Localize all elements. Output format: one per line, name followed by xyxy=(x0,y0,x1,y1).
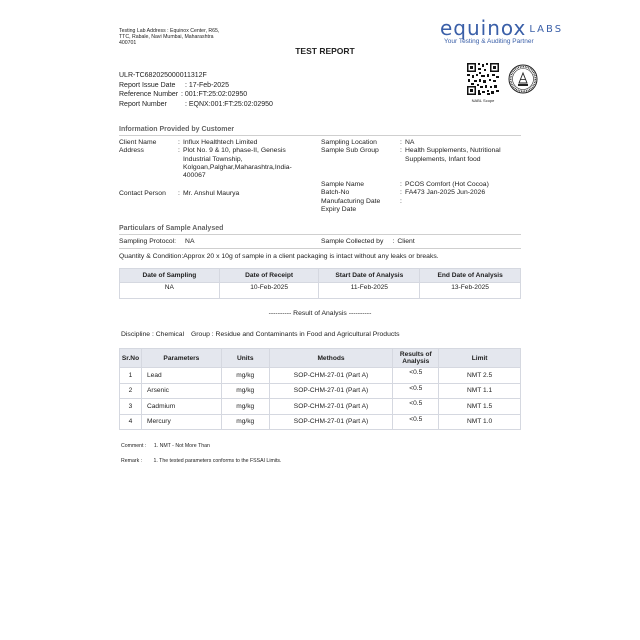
nabl-caption: NABL Scope xyxy=(471,98,495,103)
sr-no-cell: 4 xyxy=(120,414,142,430)
report-number-value: : EQNX:001:FT:25:02:02950 xyxy=(185,100,273,108)
results-table xyxy=(119,348,521,430)
client-info-left xyxy=(119,139,319,180)
parameter-cell: Cadmium xyxy=(141,399,221,415)
colon: : xyxy=(400,147,402,155)
units-header: Units xyxy=(221,349,269,368)
colon: : xyxy=(400,139,402,146)
logo-tagline: Your Testing & Auditing Partner xyxy=(444,38,534,45)
dates-table xyxy=(119,268,521,299)
client-name-label: Client Name xyxy=(119,139,157,146)
date-of-receipt-value: 10-Feb-2025 xyxy=(219,283,319,299)
manufacturing-date-value xyxy=(405,198,517,206)
limit-header: Limit xyxy=(439,349,521,368)
date-of-sampling-header: Date of Sampling xyxy=(120,269,220,283)
logo-main-text: equinox xyxy=(440,16,527,40)
results-header xyxy=(393,349,439,368)
sampling-protocol-value: NA xyxy=(185,238,195,245)
company-logo xyxy=(440,16,564,45)
unit-cell: mg/kg xyxy=(221,368,269,384)
dates-value-row xyxy=(120,283,521,299)
colon: : xyxy=(178,147,180,155)
sampling-location-row xyxy=(321,139,521,147)
quantity-condition: Quantity & Condition:Approx 20 x 10g of sample in a client packaging is intact without any leaks or breaks. xyxy=(119,253,439,260)
results-header-line: Results of xyxy=(399,350,432,358)
date-of-receipt-header: Date of Receipt xyxy=(219,269,319,283)
sampling-protocol-label: Sampling Protocol: xyxy=(119,238,177,245)
group-text: Group : Residue and Contaminants in Food and Agricultural Products xyxy=(190,331,400,338)
report-issue-date-value: : 17-Feb-2025 xyxy=(185,81,229,89)
qr-code-icon xyxy=(466,62,500,96)
sample-collected-row xyxy=(321,238,415,246)
sampling-protocol-row xyxy=(119,238,195,246)
batch-row xyxy=(321,189,521,197)
sample-name-label: Sample Name xyxy=(321,181,365,188)
comment-label: Comment : xyxy=(121,443,147,449)
unit-cell: mg/kg xyxy=(221,414,269,430)
reference-number-row xyxy=(119,90,273,100)
end-date-header: End Date of Analysis xyxy=(420,269,521,283)
logo-suffix-text: LABS xyxy=(529,24,564,35)
results-header-line: Analysis xyxy=(402,358,430,365)
contact-person-label: Contact Person xyxy=(119,190,166,197)
manufacturing-date-row xyxy=(321,198,521,206)
table-row xyxy=(120,414,521,430)
limit-cell: NMT 1.5 xyxy=(439,399,521,415)
lab-address-line: 400701 xyxy=(119,40,137,47)
colon: : xyxy=(178,139,180,146)
table-row xyxy=(120,383,521,399)
end-date-value: 13-Feb-2025 xyxy=(420,283,521,299)
address-value: Plot No. 9 & 10, phase-II, Genesis Industrial Township, Kolgoan,Palghar,Maharashtra,India-400067 xyxy=(183,147,292,180)
sample-collected-label: Sample Collected by xyxy=(321,238,384,245)
limit-cell: NMT 1.1 xyxy=(439,383,521,399)
lab-address-line: TTC, Rabale, Navi Mumbai, Maharashtra xyxy=(119,34,214,41)
report-title: TEST REPORT xyxy=(295,46,355,56)
sr-no-header: Sr.No xyxy=(120,349,142,368)
unit-cell: mg/kg xyxy=(221,399,269,415)
report-number-label: Report Number xyxy=(119,100,167,108)
accreditation-seal-icon xyxy=(508,64,538,94)
unit-cell: mg/kg xyxy=(221,383,269,399)
remark-row xyxy=(121,458,281,464)
address-row xyxy=(119,147,319,180)
sr-no-cell: 2 xyxy=(120,383,142,399)
colon xyxy=(397,206,405,214)
sample-sub-group-label: Sample Sub Group xyxy=(321,147,379,155)
parameter-cell: Mercury xyxy=(141,414,221,430)
divider xyxy=(119,234,521,235)
reference-number-label: Reference Number xyxy=(119,91,179,98)
contact-person-row xyxy=(119,190,319,198)
table-row xyxy=(120,399,521,415)
lab-address-line: Testing Lab Address : Equinox Center, R65, xyxy=(119,28,220,34)
dates-header-row xyxy=(120,269,521,283)
method-cell: SOP-CHM-27-01 (Part A) xyxy=(269,399,393,415)
method-cell: SOP-CHM-27-01 (Part A) xyxy=(269,414,393,430)
method-cell: SOP-CHM-27-01 (Part A) xyxy=(269,383,393,399)
colon: : xyxy=(392,238,395,245)
result-cell: <0.5 xyxy=(393,414,439,430)
parameters-header: Parameters xyxy=(141,349,221,368)
manufacturing-date-label: Manufacturing Date xyxy=(321,197,381,205)
remark-text: 1. The tested parameters conforms to the FSSAI Limits. xyxy=(153,458,282,464)
reference-block xyxy=(119,71,273,109)
sample-name-row xyxy=(321,181,521,189)
comment-text: 1. NMT - Not More Than xyxy=(153,443,210,449)
expiry-date-value xyxy=(405,206,517,214)
batch-value: FA473 Jan-2025 Jun-2026 xyxy=(405,189,486,197)
client-name-value: Influx Healthtech Limited xyxy=(183,139,258,146)
parameter-cell: Lead xyxy=(141,368,221,384)
start-date-value: 11-Feb-2025 xyxy=(319,283,420,299)
sampling-location-label: Sampling Location xyxy=(321,139,377,146)
result-cell: <0.5 xyxy=(393,399,439,415)
result-cell: <0.5 xyxy=(393,383,439,399)
result-of-analysis-divider: ---------- Result of Analysis ---------- xyxy=(268,310,372,317)
table-row xyxy=(120,368,521,384)
colon: : xyxy=(400,181,402,188)
expiry-date-label: Expiry Date xyxy=(321,205,357,213)
result-cell: <0.5 xyxy=(393,368,439,384)
sample-info-right xyxy=(321,181,521,214)
report-number-row xyxy=(119,100,273,110)
address-label: Address xyxy=(119,147,144,155)
comment-row xyxy=(121,443,210,449)
logo-wordmark xyxy=(440,16,564,40)
limit-cell: NMT 1.0 xyxy=(439,414,521,430)
customer-section-title: Information Provided by Customer xyxy=(119,126,235,133)
report-issue-date-label: Report Issue Date xyxy=(119,81,176,89)
ulr-number: ULR-TC682025000011312F xyxy=(119,72,207,79)
colon: : xyxy=(400,197,402,205)
parameter-cell: Arsenic xyxy=(141,383,221,399)
report-issue-date-row xyxy=(119,81,273,91)
sample-sub-group-value: Health Supplements, Nutritional Supplements, Infant food xyxy=(405,147,501,163)
sample-name-value: PCOS Comfort (Hot Cocoa) xyxy=(405,181,489,188)
sampling-location-value: NA xyxy=(405,139,415,146)
sr-no-cell: 1 xyxy=(120,368,142,384)
results-header-row xyxy=(120,349,521,368)
divider xyxy=(119,248,521,249)
reference-number-value: : 001:FT:25:02:02950 xyxy=(181,91,248,98)
remark-label: Remark : xyxy=(121,458,143,464)
date-of-sampling-value: NA xyxy=(120,283,220,299)
sample-sub-group-row xyxy=(321,147,521,164)
lab-address xyxy=(119,28,289,47)
discipline-group-row xyxy=(121,331,400,339)
client-info-right xyxy=(321,139,521,164)
batch-label: Batch-No xyxy=(321,189,350,197)
colon: : xyxy=(178,190,180,197)
sample-collected-value: Client xyxy=(397,238,415,245)
sr-no-cell: 3 xyxy=(120,399,142,415)
sample-section-title: Particulars of Sample Analysed xyxy=(119,225,224,232)
discipline-text: Discipline : Chemical xyxy=(121,331,185,338)
expiry-date-row xyxy=(321,206,521,214)
divider xyxy=(119,135,521,136)
method-cell: SOP-CHM-27-01 (Part A) xyxy=(269,368,393,384)
contact-person-value: Mr. Anshul Maurya xyxy=(183,190,240,197)
client-name-row xyxy=(119,139,319,147)
limit-cell: NMT 2.5 xyxy=(439,368,521,384)
start-date-header: Start Date of Analysis xyxy=(319,269,420,283)
colon: : xyxy=(400,189,402,197)
methods-header: Methods xyxy=(269,349,393,368)
